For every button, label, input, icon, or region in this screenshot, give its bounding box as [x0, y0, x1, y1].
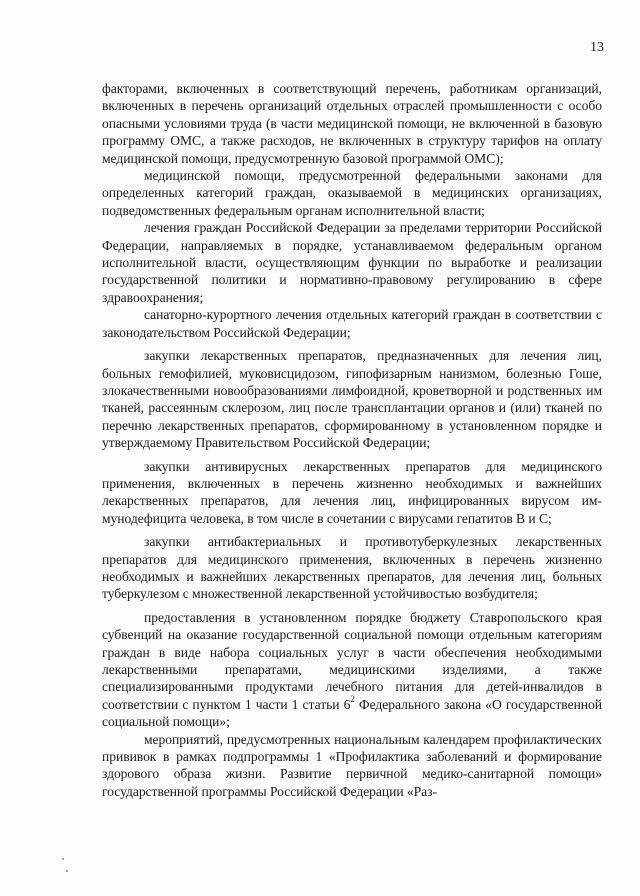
- page-number: 13: [590, 40, 604, 55]
- scan-speck: [62, 858, 64, 860]
- paragraph-antibacterial-drugs: закупки антибактериальных и противотуберкулезных лекарственных препаратов для медицинского применения, включенных в перечень жизненно необходимых и важнейших лекарственных препаратов, для лечения лиц, больных туберкулезом с множественной лекарственной устойчивостью возбудителя;: [102, 534, 602, 602]
- scan-speck: [66, 870, 68, 872]
- paragraph-vaccination-calendar: мероприятий, предусмотренных национальным календарем профилактических прививок в рамках подпрограммы 1 «Профилактика заболеваний и формирование здорового образа жизни. Развитие первичной медико-санитарной помощи» государственной программы Российской Федерации «Раз-: [102, 731, 602, 799]
- paragraph-subventions-stavropol: [102, 609, 602, 731]
- paragraph-drug-purchase-hemophilia: закупки лекарственных препаратов, предназначенных для лечения лиц, больных гемофилией, муковисцидозом, гипофизарным нанизмом, болезнью Гоше, злокачественными новообразованиями лимфоидной, кроветворной и родственных им тканей, рассеянным склерозом, лиц после трансплантации органов и (или) тканей по перечню лекарственных препаратов, сформированному в установленном порядке и утверждаемому Правительством Российской Федерации;: [102, 348, 602, 451]
- paragraph-continuation: факторами, включенных в соответствующий перечень, работникам организаций, включенных в перечень организаций отдельных отраслей промышленности с особо опасными условиями труда (в части медицинской помощи, не включенной в базовую программу ОМС, а также расходов, не включенных в структуру тарифов на оплату медицинской помощи, предусмотренную базовой программой ОМС);: [102, 81, 602, 166]
- paragraph-subventions-text: предоставления в установленном порядке бюджету Ставропольского края субвенций на оказание государственной социальной помощи отдельным категориям граждан в виде набора социальных услуг в части обеспечения необходимыми лекарственными препаратами, медицинскими изделиями, а также специализированными продуктами лечебного питания для детей-инвалидов в соответствии с пунктом 1 части 1 статьи 6: [102, 609, 602, 712]
- document-body: [102, 80, 602, 800]
- paragraph-treatment-abroad: лечения граждан Российской Федерации за пределами территории Российской Федерации, направляемых в порядке, устанавливаемом федеральным органом исполнительной власти, осуществляющим функции по выработке и реализации государственной политики и нормативно-правовому регулированию в сфере здравоохранения;: [102, 220, 602, 305]
- paragraph-federal-laws-medical-care: медицинской помощи, предусмотренной федеральными законами для определенных категорий граждан, оказываемой в медицинских организациях, подведомственных федеральным органам исполнительной власти;: [102, 168, 602, 218]
- paragraph-antiviral-drugs: закупки антивирусных лекарственных препаратов для медицинского применения, включенных в перечень жизненно необходимых и важнейших лекарственных препаратов, для лечения лиц, инфицированных вирусом иммунодефицита человека, в том числе в сочетании с вирусами гепатитов В и С;: [102, 458, 602, 526]
- paragraph-subventions-tail: Федерального закона «О государственной социальной помощи»;: [102, 696, 602, 730]
- article-superscript: 2: [350, 694, 355, 705]
- paragraph-sanatorium-treatment: санаторно-курортного лечения отдельных категорий граждан в соответствии с законодательством Российской Федерации;: [102, 307, 602, 340]
